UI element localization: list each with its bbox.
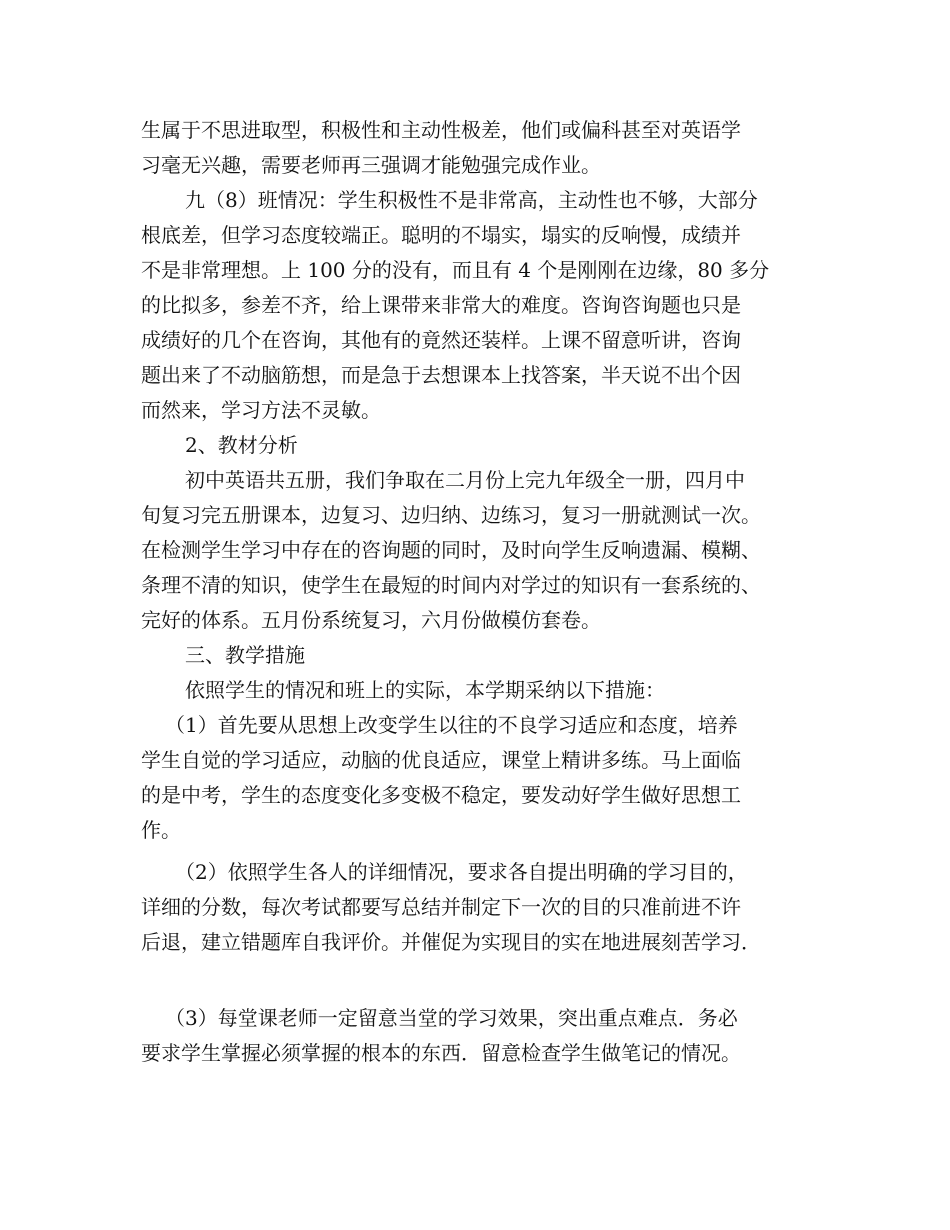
- paragraph-line: 要求学生掌握必须掌握的根本的东西．留意检查学生做笔记的情况。: [141, 1041, 741, 1065]
- paragraph-line: 成绩好的几个在咨询，其他有的竟然还装样。上课不留意听讲，咨询: [141, 328, 741, 352]
- paragraph-line: 根底差，但学习态度较端正。聪明的不塌实，塌实的反响慢，成绩并: [141, 223, 741, 247]
- paragraph-line: 不是非常理想。上 100 分的没有，而且有 4 个是刚刚在边缘，80 多分: [141, 258, 770, 282]
- paragraph-line: 习毫无兴趣，需要老师再三强调才能勉强完成作业。: [141, 153, 601, 177]
- paragraph-line: 而然来，学习方法不灵敏。: [141, 398, 381, 422]
- paragraph-line: 的是中考，学生的态度变化多变极不稳定，要发动好学生做好思想工: [141, 783, 741, 807]
- list-item-line: （3）每堂课老师一定留意当堂的学习效果，突出重点难点．务必: [165, 1006, 738, 1030]
- list-item-line: （2）依照学生各人的详细情况，要求各自提出明确的学习目的，: [175, 860, 748, 884]
- paragraph-line: 后退，建立错题库自我评价。并催促为实现目的实在地进展刻苦学习．: [141, 930, 761, 954]
- paragraph-line: 作。: [141, 818, 181, 842]
- paragraph-line: 题出来了不动脑筋想，而是急于去想课本上找答案，半天说不出个因: [141, 363, 741, 387]
- section-heading: 2、教材分析: [185, 433, 298, 457]
- section-heading: 三、教学措施: [185, 643, 305, 667]
- paragraph-line: 详细的分数，每次考试都要写总结并制定下一次的目的只准前进不许: [141, 895, 741, 919]
- paragraph-line: 依照学生的情况和班上的实际，本学期采纳以下措施：: [185, 678, 665, 702]
- paragraph-line: 在检测学生学习中存在的咨询题的同时，及时向学生反响遗漏、模糊、: [141, 538, 761, 562]
- paragraph-line: 的比拟多，参差不齐，给上课带来非常大的难度。咨询咨询题也只是: [141, 293, 741, 317]
- paragraph-line: 条理不清的知识，使学生在最短的时间内对学过的知识有一套系统的、: [141, 573, 761, 597]
- paragraph-line: 旬复习完五册课本，边复习、边归纳、边练习，复习一册就测试一次。: [141, 503, 761, 527]
- paragraph-line: 完好的体系。五月份系统复习，六月份做模仿套卷。: [141, 608, 601, 632]
- paragraph-line: 初中英语共五册，我们争取在二月份上完九年级全一册，四月中: [185, 468, 745, 492]
- paragraph-line: 生属于不思进取型，积极性和主动性极差，他们或偏科甚至对英语学: [141, 118, 741, 142]
- paragraph-line: 九（8）班情况：学生积极性不是非常高，主动性也不够，大部分: [185, 188, 758, 212]
- paragraph-line: 学生自觉的学习适应，动脑的优良适应，课堂上精讲多练。马上面临: [141, 748, 741, 772]
- list-item-line: （1）首先要从思想上改变学生以往的不良学习适应和态度，培养: [165, 713, 738, 737]
